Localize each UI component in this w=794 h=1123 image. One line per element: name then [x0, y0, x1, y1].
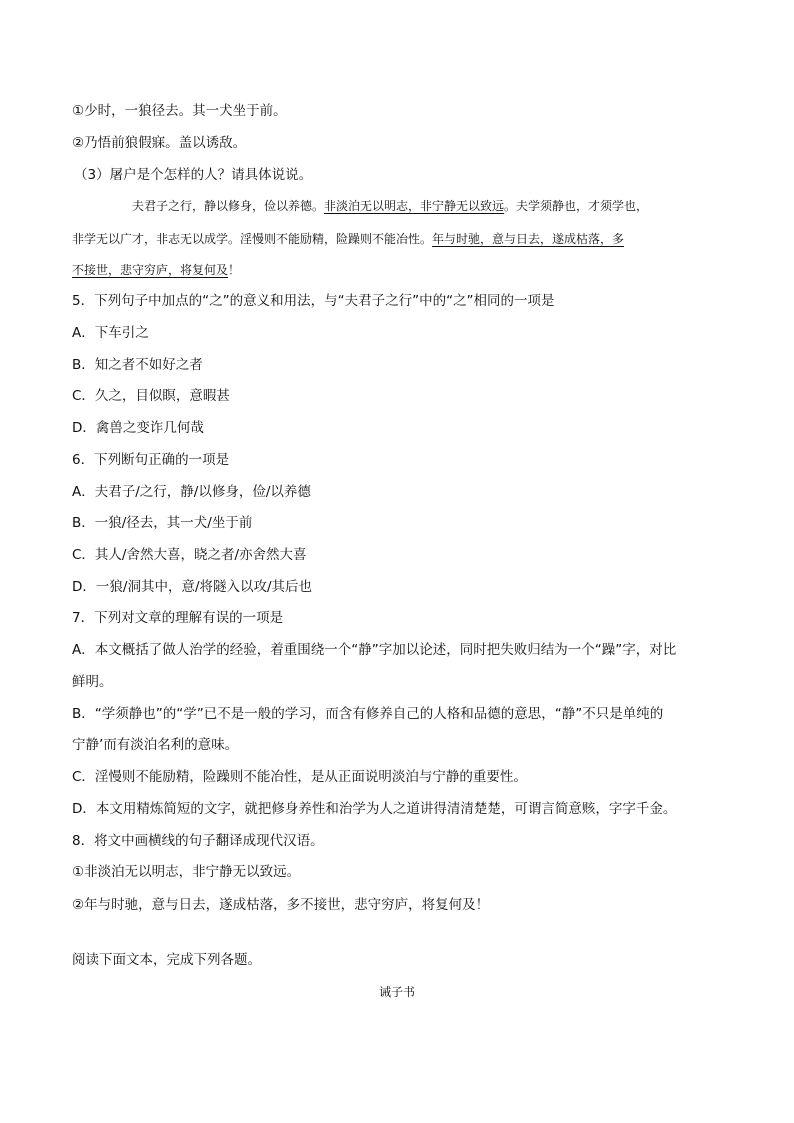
question-8: 8．将文中画横线的句子翻译成现代汉语。: [72, 833, 324, 849]
passage-line-3: [72, 260, 726, 280]
q8-sentence-2: ②年与时驰，意与日去，遂成枯落，多不接世，悲守穷庐，将复何及！: [72, 897, 490, 913]
q5-option-b: B．知之者不如好之者: [72, 357, 203, 373]
question-7: 7．下列对文章的理解有误的一项是: [72, 610, 284, 626]
passage-title: 诫子书: [378, 985, 415, 999]
reading-instruction: 阅读下面文本，完成下列各题。: [72, 952, 261, 968]
q5-option-d: D．禽兽之变诈几何哉: [72, 420, 204, 436]
q7-option-a-line-1: A．本文概括了做人治学的经验，着重围绕一个“静”字加以论述，同时把失败归结为一个“躁”字，对比: [72, 642, 677, 658]
passage-line-2: [72, 229, 726, 249]
q6-option-b: B．一狼/径去，其一犬/坐于前: [72, 515, 253, 531]
q5-option-c: C．久之，目似瞑，意暇甚: [72, 388, 230, 404]
passage-text: 非学无以广才，非志无以成学。淫慢则不能励精，险躁则不能冶性。: [72, 232, 433, 246]
passage-text: 夫君子之行，静以修身，俭以养德。: [132, 199, 325, 213]
q6-option-c: C．其人/舍然大喜，晓之者/亦舍然大喜: [72, 547, 307, 563]
q7-option-b-line-1: B．“学须静也”的“学”已不是一般的学习，而含有修养自己的人格和品德的意思，“静”不只是单纯的: [72, 706, 664, 722]
question-6: 6．下列断句正确的一项是: [72, 452, 230, 468]
passage-line-1: [72, 196, 726, 216]
underlined-sentence: 不接世，悲守穷庐，将复何及: [72, 263, 229, 277]
q7-option-d: D．本文用精炼简短的文字，就把修身养性和治学为人之道讲得清清楚楚，可谓言简意赅，字字千金。: [72, 801, 677, 817]
question-5: 5．下列句子中加点的“之”的意义和用法，与“夫君子之行”中的“之”相同的一项是: [72, 293, 555, 309]
q7-option-c: C．淫慢则不能励精，险躁则不能冶性，是从正面说明淡泊与宁静的重要性。: [72, 769, 527, 785]
q8-sentence-1: ①非淡泊无以明志，非宁静无以致远。: [72, 864, 301, 880]
passage-text: 。夫学须静也，才须学也，: [504, 199, 649, 213]
passage-text: ！: [228, 263, 241, 277]
sentence-1: ①少时，一狼径去。其一犬坐于前。: [72, 103, 287, 119]
q7-option-b-line-2: 宁静’而有淡泊名利的意味。: [72, 737, 239, 753]
underlined-sentence: 非淡泊无以明志，非宁静无以致远: [324, 199, 505, 213]
q6-option-a: A．夫君子/之行，静/以修身，俭/以养德: [72, 484, 311, 500]
underlined-sentence: 年与时驰，意与日去，遂成枯落，多: [432, 232, 625, 246]
q6-option-d: D．一狼/洞其中，意/将隧入以攻/其后也: [72, 579, 313, 595]
q5-option-a: A．下车引之: [72, 325, 149, 341]
question-3-sub: （3）屠户是个怎样的人？请具体说说。: [74, 167, 313, 183]
sentence-2: ②乃悟前狼假寐。盖以诱敌。: [72, 135, 247, 151]
q7-option-a-line-2: 鲜明。: [72, 674, 113, 690]
